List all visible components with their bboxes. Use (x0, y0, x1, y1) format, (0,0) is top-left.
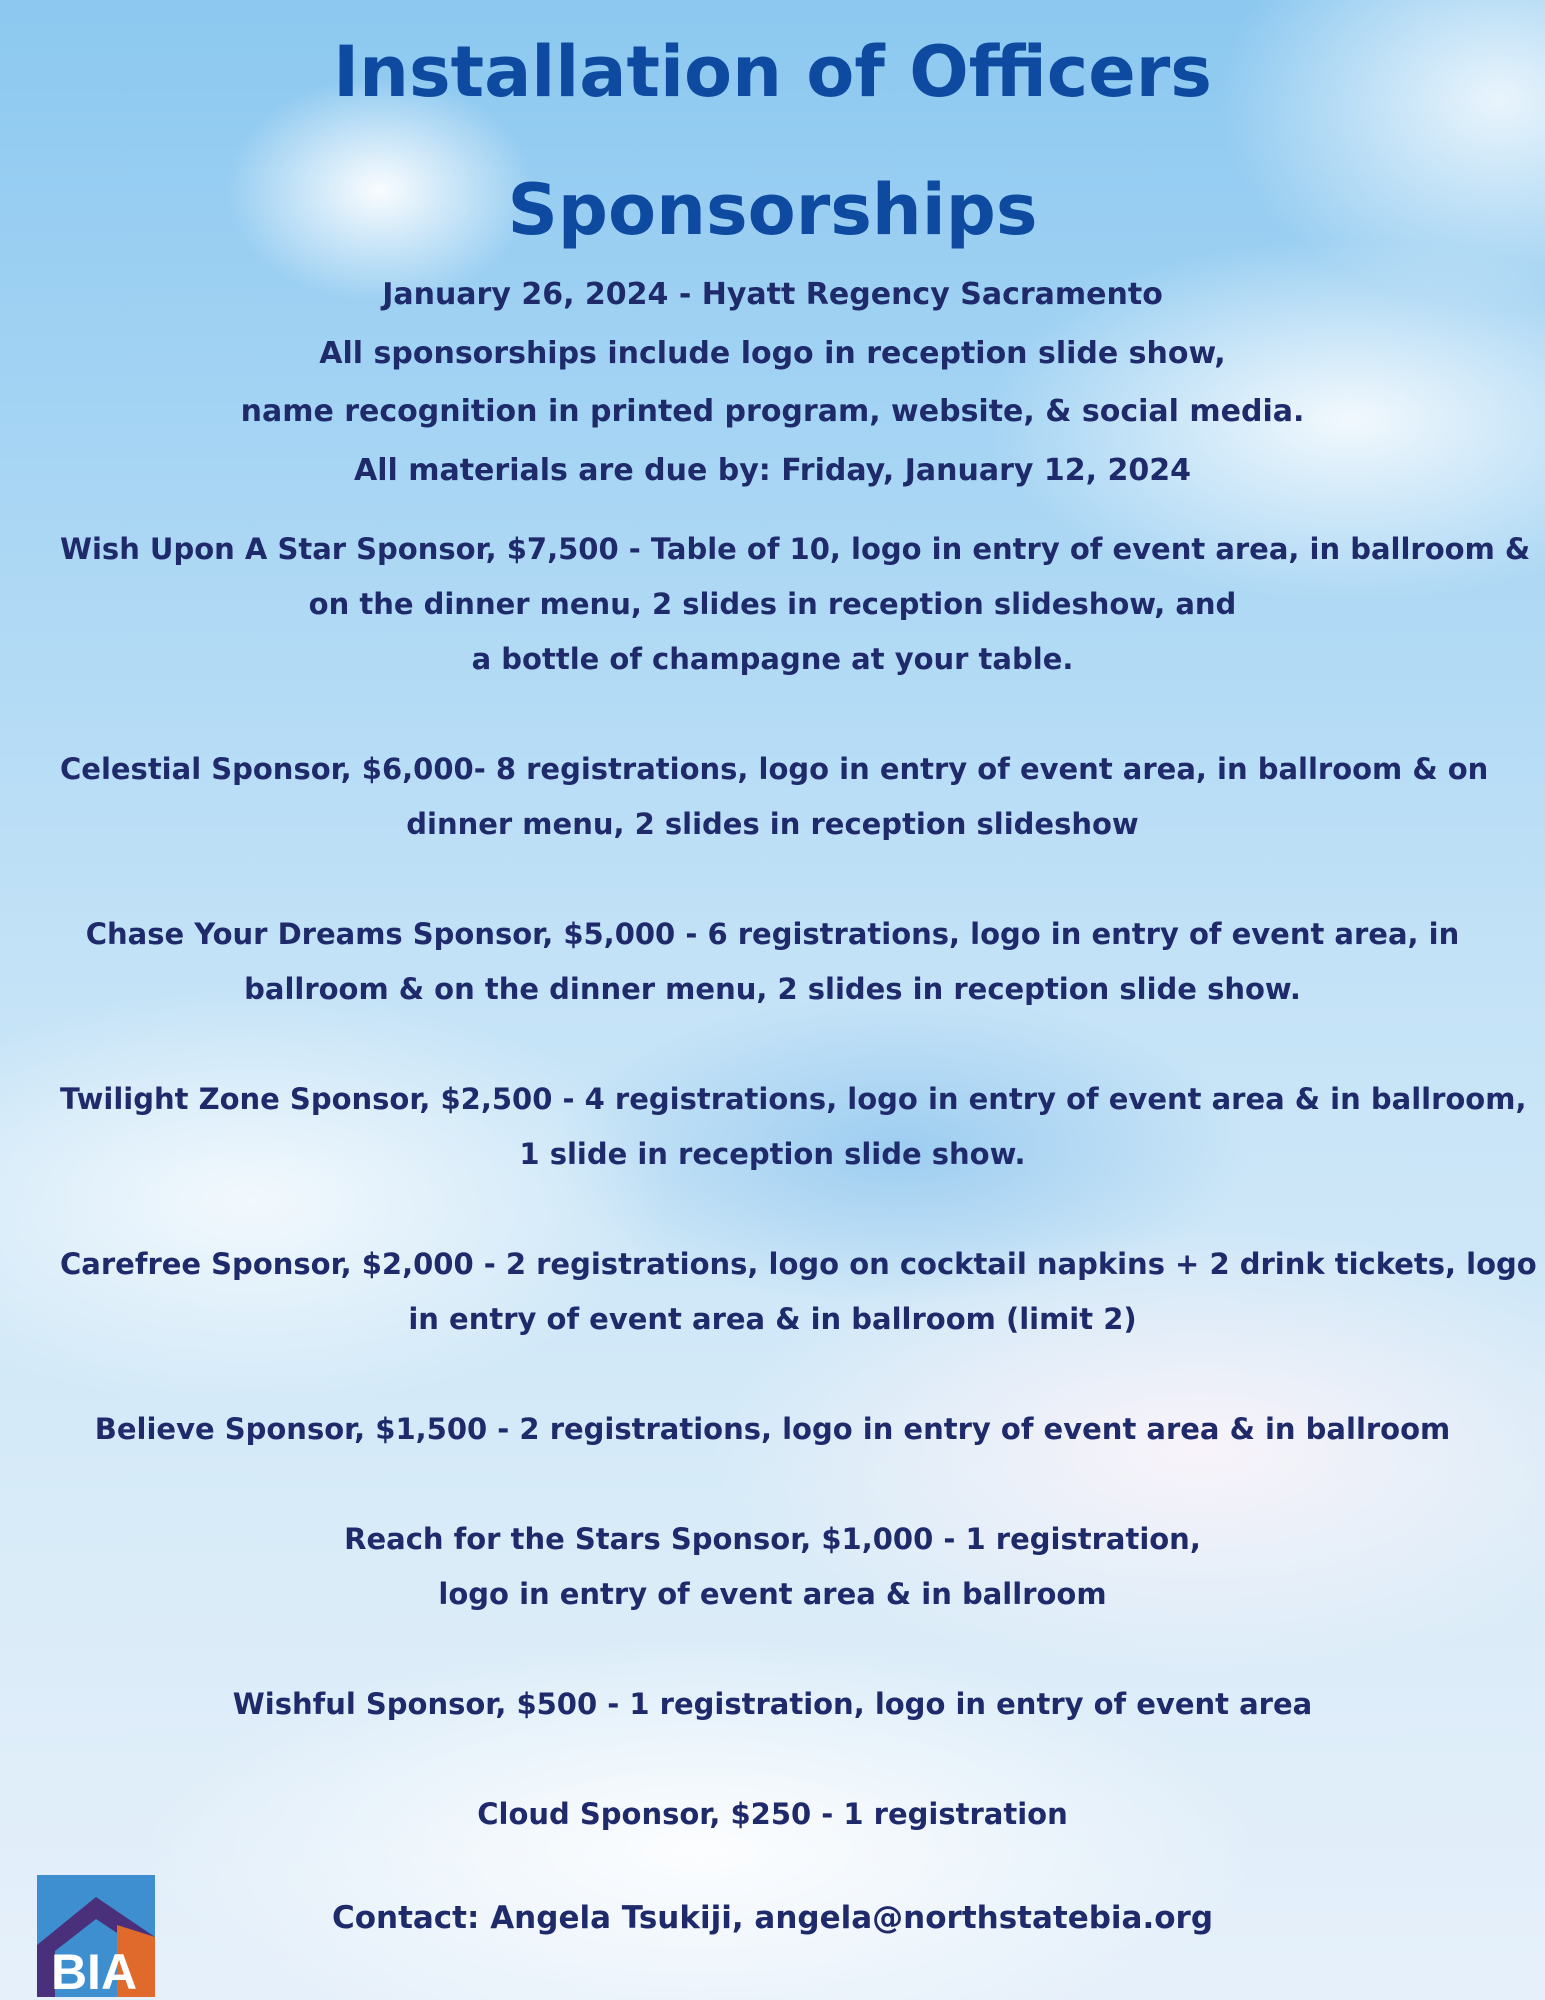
bia-logo-text: BIA (50, 1944, 138, 1997)
spacer (60, 1457, 1485, 1512)
sponsorship-tiers (60, 522, 1537, 1842)
tier-line: Celestial Sponsor, $6,000- 8 registrations, logo in entry of event area, in ballroom & on (60, 752, 1489, 786)
inclusions-line-1: All sponsorships include logo in reception slide show, (319, 335, 1226, 371)
tier-line: Wish Upon A Star Sponsor, $7,500 - Table of 10, logo in entry of event area, in ballroom & (60, 532, 1531, 566)
spacer (60, 1622, 1485, 1677)
tier-line: 1 slide in reception slide show. (519, 1137, 1026, 1171)
bia-logo (37, 1875, 155, 1997)
tier-celestial (60, 742, 1489, 852)
event-date-venue: January 26, 2024 - Hyatt Regency Sacramento (382, 277, 1163, 312)
spacer (60, 1732, 1485, 1787)
tier-line: Twilight Zone Sponsor, $2,500 - 4 registrations, logo in entry of event area & in ballroom, (60, 1082, 1527, 1116)
tier-wishful (60, 1677, 1485, 1732)
event-details (0, 266, 1545, 500)
tier-line: ballroom & on the dinner menu, 2 slides in reception slide show. (244, 972, 1301, 1006)
page-title: Installation of Officers (333, 31, 1212, 113)
spacer (60, 1347, 1485, 1402)
tier-believe (60, 1402, 1485, 1457)
tier-line: logo in entry of event area & in ballroom (438, 1577, 1107, 1611)
tier-carefree (60, 1237, 1537, 1347)
inclusions-line-2: name recognition in printed program, website, & social media. (240, 394, 1305, 429)
tier-line: Carefree Sponsor, $2,000 - 2 registrations, logo on cocktail napkins + 2 drink tickets, logo (60, 1247, 1537, 1281)
tier-line: on the dinner menu, 2 slides in reception slideshow, and (308, 587, 1237, 621)
page-subtitle: Sponsorships (507, 169, 1038, 251)
contact-info: Contact: Angela Tsukiji, angela@northstatebia.org (331, 1900, 1214, 1936)
tier-reach-for-the-stars (60, 1512, 1485, 1622)
spacer (60, 1182, 1485, 1237)
tier-line: Cloud Sponsor, $250 - 1 registration (477, 1797, 1068, 1831)
tier-line: in entry of event area & in ballroom (limit 2) (408, 1302, 1137, 1336)
tier-twilight-zone (60, 1072, 1527, 1182)
spacer (60, 687, 1485, 742)
spacer (60, 1017, 1485, 1072)
tier-line: a bottle of champagne at your table. (471, 642, 1074, 676)
tier-line: Wishful Sponsor, $500 - 1 registration, logo in entry of event area (232, 1687, 1313, 1721)
spacer (60, 852, 1485, 907)
materials-deadline: All materials are due by: Friday, January 12, 2024 (353, 452, 1191, 488)
tier-line: Chase Your Dreams Sponsor, $5,000 - 6 registrations, logo in entry of event area, in (85, 917, 1460, 951)
tier-cloud (60, 1787, 1485, 1842)
tier-line: Believe Sponsor, $1,500 - 2 registrations, logo in entry of event area & in ballroom (94, 1412, 1451, 1446)
tier-line: dinner menu, 2 slides in reception slideshow (406, 807, 1139, 841)
tier-chase-your-dreams (60, 907, 1485, 1017)
tier-line: Reach for the Stars Sponsor, $1,000 - 1 registration, (344, 1522, 1201, 1556)
tier-wish-upon-a-star (60, 522, 1531, 687)
